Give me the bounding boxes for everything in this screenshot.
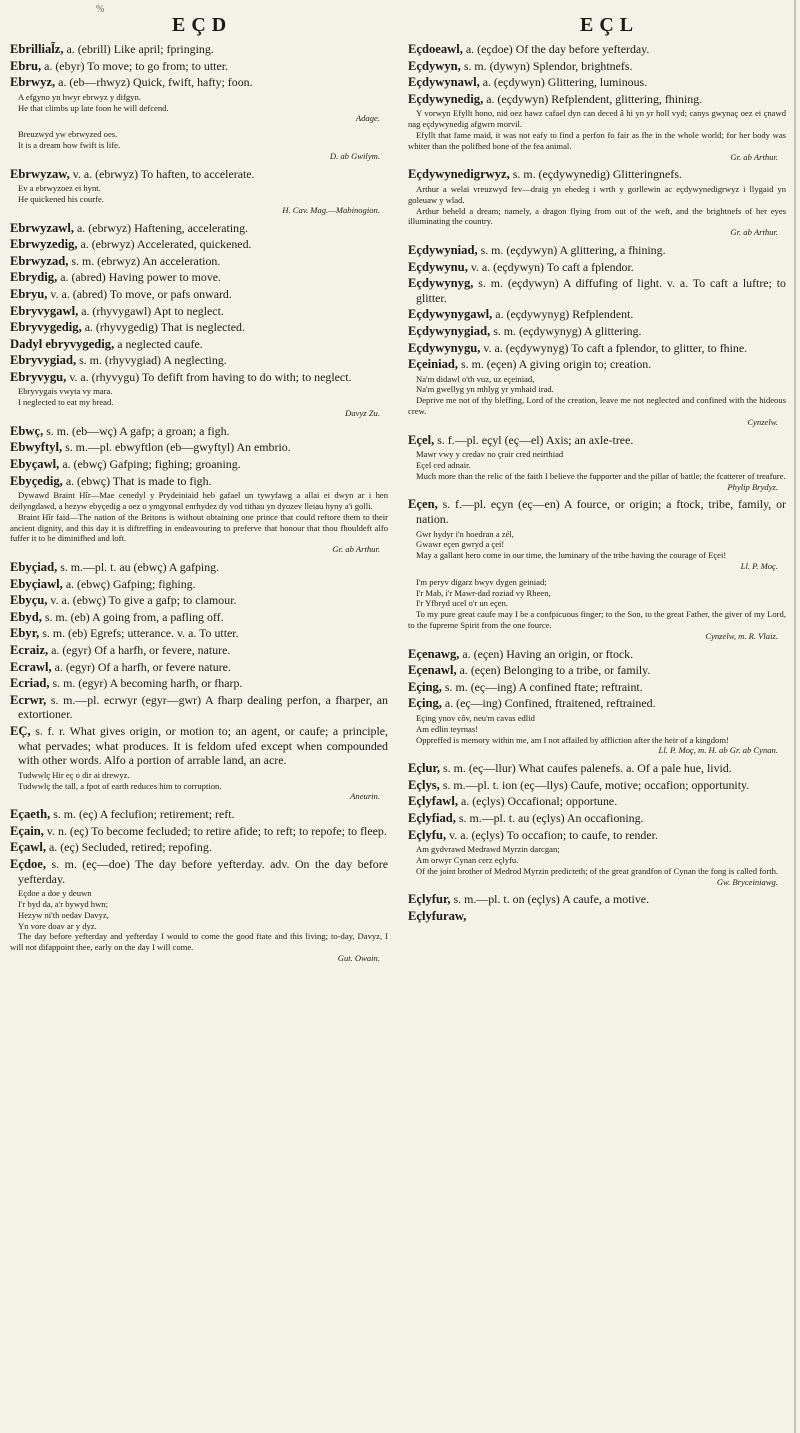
headword: Eçlyfawl, (408, 794, 459, 809)
citation-line: Am orwyr Cynan cerz eçlyfu. (416, 854, 519, 865)
citation-line: I'r Mab, i'r Mawr-dad roziad vy Rheen, (416, 587, 551, 598)
dictionary-entry (10, 75, 388, 90)
citation-line: Gwawr eçen gwryd a çei! (416, 539, 505, 550)
definition: v. a. (eçdywyn) To caft a fplendor. (467, 259, 634, 274)
citation-line: Eçdoe a doe y deuwn (18, 888, 92, 899)
citation-source: Ll. P. Moç. (740, 561, 778, 572)
page-header (0, 14, 800, 44)
dictionary-entry (408, 260, 786, 275)
citation-source: H. Cav. Mag.—Mabinogion. (282, 204, 380, 215)
definition: a. (eç—ing) Confined, ftraitened, reftrained. (441, 696, 656, 711)
dictionary-entry (408, 307, 786, 322)
dictionary-entry (10, 440, 388, 455)
citation (10, 490, 388, 555)
headword: Eçdywyn, (408, 58, 461, 73)
dictionary-entry (10, 577, 388, 592)
dictionary-entry (408, 794, 786, 809)
headword: Ebrillial̃z, (10, 42, 64, 56)
dictionary-entry (10, 693, 388, 722)
dictionary-entry (10, 560, 388, 575)
headword: Eçing, (408, 679, 442, 694)
citation-line: Oppreffed is memory within me, am I not affailed by affliction after the heir of a kingdom! (416, 734, 729, 745)
citation-line: Arthur a welai vreuzwyd fev—draig yn ehedeg i wrth y gorllewin ac eçdywynedigrwyz i llygaid yn goleuaw y wlad. (408, 183, 786, 205)
citation-line: Dywawd Braint Hîr—Mae cenedyl y Prydeiniaid heb gafael un tywyfawg a allai ei dwyn ar i hen deilyngdawd, a hezyw ebyçedig a oez o ymgynnal enrhydez dy vod tithau yn dyozev lleiau hyny a'i golli. (10, 490, 388, 512)
dictionary-entry (408, 341, 786, 356)
running-head-left: EÇD (172, 14, 233, 36)
definition: v. a. (abred) To move, or pafs onward. (47, 286, 232, 301)
definition: s. m. (rhyvygiad) A neglecting. (76, 353, 227, 368)
headword: Eçdywynawl, (408, 75, 480, 90)
definition: s. m. (eç—llur) What caufes palenefs. a. Of a pale hue, livid. (440, 761, 732, 776)
headword: Ebryu, (10, 286, 48, 301)
definition: s. m. (eçdywynyg) A glittering. (490, 323, 642, 338)
citation (10, 386, 388, 418)
dictionary-entry (408, 663, 786, 678)
dictionary-entry (10, 167, 388, 182)
headword: Ebwç, (10, 423, 44, 438)
headword: Ebyçu, (10, 593, 48, 608)
headword: Eçeiniad, (408, 357, 459, 372)
citation-line: Of the joint brother of Medrod Myrzin predicteth; of the great grandfon of Cynan the fong is called forth. (416, 865, 779, 876)
dictionary-entry (10, 221, 388, 236)
citation-source: Davyz Zu. (345, 408, 380, 419)
dictionary-entry (10, 304, 388, 319)
citation-line: Am edlin teyrnas! (416, 723, 479, 734)
citation-source: Ll. P. Moç, m. H. ab Gr. ab Cynan. (658, 745, 778, 756)
headword: Ebyçiad, (10, 560, 58, 575)
citation-line: He quickened his courfe. (18, 193, 104, 204)
citation-line: Deprive me not of thy bleffing, Lord of the creation, leave me not neglected and confined with the hideous crew. (408, 395, 786, 417)
headword: Ebryvygiad, (10, 353, 77, 368)
definition: s. m. (eçen) A giving origin to; creation. (458, 357, 652, 372)
citation (408, 108, 786, 162)
citation-source: Cynzelw, m. R. Vlaiz. (705, 630, 778, 641)
left-column (10, 42, 388, 1422)
dictionary-entry (408, 243, 786, 258)
headword: Eçain, (10, 823, 44, 838)
definition: v. n. (eç) To become fecluded; to retire afide; to reft; to repofe; to fleep. (43, 823, 387, 838)
citation (408, 374, 786, 428)
citation-line: Eçel ced adnair. (416, 460, 471, 471)
headword: Eçlys, (408, 777, 440, 792)
citation-line: Ebryvygais vwyta vy mara. (18, 386, 113, 397)
definition: s. m.—pl. t. au (eçlys) An occafioning. (455, 810, 644, 825)
dictionary-entry (10, 626, 388, 641)
definition: a. (abred) Having power to move. (57, 270, 222, 285)
dictionary-entry (10, 676, 388, 691)
definition: v. a. (eçlys) To occafion; to caufe, to render. (446, 827, 658, 842)
dictionary-entry (10, 287, 388, 302)
definition: a. (egyr) Of a harfh, or fevere nature. (51, 659, 231, 674)
dictionary-entry (10, 660, 388, 675)
definition: a. (ebwç) Gafping; fighing; groaning. (59, 457, 241, 472)
definition: v. a. (rhyvygu) To defift from having to do with; to neglect. (66, 369, 352, 384)
headword: Ebrwyzawl, (10, 220, 75, 235)
citation-line: Arthur beheld a dream; namely, a dragon flying from out of the weft, and the brightnefs of her eyes illuminating the country. (408, 205, 786, 227)
dictionary-entry (10, 840, 388, 855)
headword: Ebryvygedig, (10, 320, 82, 335)
running-head-right: EÇL (580, 14, 640, 36)
headword: Eçenawg, (408, 646, 460, 661)
dictionary-entry (10, 824, 388, 839)
citation (408, 184, 786, 238)
headword: Ebrydig, (10, 270, 58, 285)
definition: s. f.—pl. eçyl (eç—el) Axis; an axle-tree. (434, 432, 634, 447)
dictionary-entry (10, 724, 388, 768)
dictionary-entry (408, 647, 786, 662)
definition: a. (ebwç) That is made to figh. (62, 473, 212, 488)
dictionary-entry (408, 778, 786, 793)
dictionary-entry (10, 857, 388, 886)
citation-line: Tudwwlç Hir eç o dir ai drewyz. (18, 769, 130, 780)
definition: s. m. (eç—doe) The day before yefterday. adv. On the day before yefterday. (18, 856, 388, 886)
headword: Ecrwr, (10, 692, 47, 707)
definition: s. m.—pl. ecrwyr (egyr—gwr) A fharp dealing perfon, a fharper, an extortioner. (18, 692, 388, 722)
headword: Eçlyfu, (408, 827, 447, 842)
headword: Eçenawl, (408, 663, 457, 678)
citation-line: Braint Hîr faid—The nation of the Britons is without obtaining one prince that could reftore them to their ancient dignity, and this day it is diftreffing in endeavouring to preferve that honour that thou fhouldeft alfo fuffer it to be diminifhed and loft. (10, 511, 388, 544)
citation (10, 129, 388, 161)
citation-line: The day before yefterday and yefterday I would to come the good ftate and this living; to-day, Davyz, I will not difappoint thee, early on the day I will come. (10, 931, 388, 953)
dictionary-entry (408, 59, 786, 74)
citation-line: A efgyno yn hwyr ebrwyz y difgyn. (18, 91, 141, 102)
definition: a. (eç) Secluded, retired; repofing. (46, 840, 212, 855)
headword: Eçdywynygu, (408, 340, 481, 355)
citation-line: Ev a ebrwyzoez ei hynt. (18, 183, 101, 194)
definition: s. m. (eb) A going from, a pafling off. (41, 609, 224, 624)
definition: s. m. (dywyn) Splendor, brightnefs. (460, 58, 633, 73)
dictionary-entry (408, 42, 786, 57)
citation (408, 529, 786, 572)
citation-source: Phylip Brydyz. (727, 481, 778, 492)
citation (10, 770, 388, 802)
dictionary-entry (10, 457, 388, 472)
dictionary-entry (10, 593, 388, 608)
citation-source: Cynzelw. (747, 416, 778, 427)
headword: Eçaeth, (10, 807, 51, 822)
definition: s. m. (egyr) A becoming harfh, or fharp. (49, 676, 243, 691)
definition: s. m.—pl. t. on (eçlys) A caufe, a motive. (450, 892, 650, 907)
headword: Eçdywynedig, (408, 91, 484, 106)
headword: Eçdywynygiad, (408, 323, 491, 338)
dictionary-entry (10, 270, 388, 285)
definition: s. m. (eçdywyn) A glittering, a fhining. (477, 242, 666, 257)
dictionary-entry (408, 167, 786, 182)
dictionary-entry (10, 42, 388, 57)
headword: Ebryvygawl, (10, 303, 79, 318)
citation-line: Am gydvrawd Medrawd Myrzin darcgan; (416, 844, 560, 855)
dictionary-entry (10, 424, 388, 439)
citation-line: I neglected to eat my bread. (18, 397, 114, 408)
dictionary-entry (10, 320, 388, 335)
citation-source: Gr. ab Arthur. (730, 227, 778, 238)
dictionary-entry (408, 433, 786, 448)
citation-source: D. ab Gwilym. (329, 150, 380, 161)
dictionary-entry (408, 357, 786, 372)
headword: Ebyçiawl, (10, 576, 63, 591)
citation (408, 449, 786, 492)
dictionary-entry (408, 324, 786, 339)
definition: s. f. r. What gives origin, or motion to; an agent, or caufe; a principle, what pervades; what produces. It is feldom ufed except when compounded with other words. Alfo a portion of arrable land, an acre. (18, 723, 388, 768)
definition: s. m. (eb) Egrefs; utterance. v. a. To utter. (39, 626, 239, 641)
definition: s. m. (eç) A feclufion; retirement; reft. (50, 807, 235, 822)
dictionary-entry (408, 92, 786, 107)
headword: Eçdywynu, (408, 259, 468, 274)
definition: a. (ebrwyz) Accelerated, quickened. (77, 237, 252, 252)
citation-line: Y vorwyn Efyllt hono, nid oez hawz cafael dyn can deced â hi yn yr holl vyd; canys gwynaç oez ei çnawd nag eçdywynedig afgwrn morvil. (408, 108, 786, 130)
headword: Ecraiz, (10, 643, 49, 657)
citation-line: Yn vore doav ar y dyz. (18, 920, 97, 931)
headword: Ebyd, (10, 609, 42, 624)
citation-line: Much more than the relic of the faith I believe the fupporter and the pillar of battle; the fcatterer of treafure. (416, 470, 786, 481)
citation-line: Na'm didawl o'th vuz, uz eçeiniad, (416, 373, 535, 384)
definition: v. a. (ebrwyz) To haften, to accelerate. (69, 166, 255, 181)
citation-line: It is a dream how fwift is life. (18, 139, 121, 150)
definition: a. (ebyr) To move; to go from; to utter. (41, 58, 229, 73)
definition: a. (rhyvygawl) Apt to neglect. (78, 303, 224, 318)
dictionary-entry (408, 75, 786, 90)
headword: Ebyçawl, (10, 457, 60, 472)
headword: Eçdywyniad, (408, 242, 478, 257)
citation-line: Mawr vwy y credav no çrair cred neirthiad (416, 449, 564, 460)
headword: Eçawl, (10, 840, 47, 855)
page-edge (794, 0, 796, 1433)
headword: Eçdywynedigrwyz, (408, 167, 510, 182)
citation-line: I'r Yfbryd ucel o'r un eçen. (416, 598, 509, 609)
citation (10, 92, 388, 124)
dictionary-entry (408, 892, 786, 907)
citation-line: May a gallant hero come in our time, the luminary of the tribe having the courage of Eçei! (416, 550, 727, 561)
headword: Eçlyfuraw, (408, 908, 467, 923)
headword: Eçlyfiad, (408, 810, 456, 825)
citation-line: Na'm gwellyg yn mhlyg yr ymhaid irad. (416, 384, 554, 395)
dictionary-entry (10, 237, 388, 252)
citation-source: Gr. ab Arthur. (332, 544, 380, 555)
definition: a. (rhyvygedig) That is neglected. (81, 320, 245, 335)
definition: a. (ebwç) Gafping; fighing. (62, 576, 196, 591)
dictionary-entry (408, 828, 786, 843)
citation-line: I'm peryv digarz bwyv dygen geiniad; (416, 576, 547, 587)
headword: Eçdoe, (10, 856, 47, 871)
definition: s. m.—pl. ebwyftlon (eb—gwyftyl) An embrio. (62, 440, 291, 455)
definition: a. (eçdoe) Of the day before yefterday. (462, 42, 650, 56)
dictionary-entry (10, 610, 388, 625)
headword: Eçen, (408, 497, 438, 512)
headword: Eçdoeawl, (408, 42, 463, 56)
citation-line: Hezyw ni'th oedav Davyz, (18, 909, 109, 920)
dictionary-entry (408, 761, 786, 776)
headword: Eçlur, (408, 761, 441, 776)
dictionary-entry (10, 643, 388, 658)
headword: Eçdywynygawl, (408, 307, 493, 322)
definition: a. (eçdywynyg) Refplendent. (492, 307, 634, 322)
citation-line: He that climbs up late foon he will defcend. (18, 102, 169, 113)
definition: v. a. (ebwç) To give a gafp; to clamour. (47, 593, 237, 608)
citation (408, 577, 786, 642)
citation (408, 713, 786, 756)
citation-line: Gwr hydyr i'n hoedran a zél, (416, 528, 514, 539)
definition: s. m.—pl. t. au (ebwç) A gafping. (57, 560, 220, 575)
definition: s. m. (eçdywyn) A diffufing of light. v. a. To caft a luftre; to glitter. (416, 276, 786, 305)
headword: Ebru, (10, 58, 42, 73)
citation-source: Gw. Bryceiniawg. (716, 876, 778, 887)
definition: a. (eçlys) Occafional; opportune. (458, 794, 618, 809)
citation-line: Efyllt that fame maid, it was not eafy to find a perfon fo fair as fhe in the whole world; for her body was whiter than the polifhed bone of the fea animal. (408, 129, 786, 151)
dictionary-entry (10, 337, 388, 352)
dictionary-entry (408, 909, 786, 924)
headword: Ebrwyzedig, (10, 237, 78, 252)
dictionary-entry (408, 497, 786, 526)
dictionary-entry (10, 474, 388, 489)
citation (10, 888, 388, 964)
dictionary-entry (408, 276, 786, 305)
dictionary-entry (10, 370, 388, 385)
definition: a. (ebrwyz) Haftening, accelerating. (74, 220, 248, 235)
dictionary-entry (408, 680, 786, 695)
definition: s. m. (eç—ing) A confined ftate; reftraint. (441, 679, 643, 694)
headword: EÇ, (10, 723, 31, 738)
headword: Dadyl ebryvygedig, (10, 336, 115, 351)
headword: Eçel, (408, 432, 435, 447)
definition: a. (eçen) Belonging to a tribe, or family. (456, 663, 651, 678)
right-column (408, 42, 786, 1422)
dictionary-entry (10, 807, 388, 822)
definition: s. m. (eb—wç) A gafp; a groan; a figh. (43, 423, 230, 438)
citation-source: Gut. Owain. (337, 952, 380, 963)
citation-line: Breuzwyd yw ebrwyzed oes. (18, 129, 118, 140)
definition: a. (eçen) Having an origin, or ftock. (459, 646, 634, 661)
citation-source: Adage. (355, 113, 380, 124)
headword: Ebryvygu, (10, 369, 67, 384)
dictionary-entry (10, 59, 388, 74)
citation (408, 844, 786, 887)
definition: a. (eb—rhwyz) Quick, fwift, hafty; foon. (55, 75, 253, 90)
definition: s. f.—pl. eçyn (eç—en) A fource, or origin; a ftock, tribe, family, or nation. (416, 497, 786, 527)
definition: a. (eçdywyn) Glittering, luminous. (479, 75, 648, 90)
headword: Ecrawl, (10, 659, 52, 674)
definition: a. (egyr) Of a harfh, or fevere, nature. (48, 643, 231, 657)
dictionary-entry (10, 254, 388, 269)
definition: s. m. (ebrwyz) An acceleration. (68, 253, 221, 268)
citation-source: Gr. ab Arthur. (730, 151, 778, 162)
citation-line: I'r byd da, a'r bywyd hwn; (18, 898, 108, 909)
dictionary-entry (10, 353, 388, 368)
headword: Eçdywynyg, (408, 276, 474, 291)
definition: a. (ebrill) Like april; fpringing. (63, 42, 214, 56)
headword: Ebrwyzaw, (10, 166, 70, 181)
definition: v. a. (eçdywynyg) To caft a fplendor, to glitter, to fhine. (480, 340, 748, 355)
page-mark: % (96, 4, 105, 15)
dictionary-entry (408, 811, 786, 826)
headword: Ecriad, (10, 676, 50, 691)
headword: Ebrwyz, (10, 75, 56, 90)
headword: Eçing, (408, 696, 442, 711)
headword: Ebrwyzad, (10, 253, 69, 268)
headword: Ebyçedig, (10, 473, 63, 488)
citation-source: Aneurin. (350, 791, 380, 802)
dictionary-entry (408, 696, 786, 711)
headword: Eçlyfur, (408, 892, 451, 907)
headword: Ebyr, (10, 626, 40, 641)
definition: a. (eçdywyn) Refplendent, glittering, fhining. (483, 91, 703, 106)
definition: s. m. (eçdywynedig) Glitteringnefs. (509, 167, 682, 182)
citation-line: Eçing ynov côv, neu'm cavas edlid (416, 712, 535, 723)
citation-line: To my pure great caufe may I be a confpicuous finger; to the Son, to the great Father, the giver of my Lord, to the fupreme Spirit from the one fource. (408, 609, 786, 631)
citation-line: Tudwwlç the tall, a fpot of earth reduces him to corruption. (18, 780, 222, 791)
citation (10, 183, 388, 215)
definition: a neglected caufe. (114, 336, 203, 351)
headword: Ebwyftyl, (10, 440, 63, 455)
definition: s. m.—pl. t. ion (eç—llys) Caufe, motive; occafion; opportunity. (439, 777, 750, 792)
